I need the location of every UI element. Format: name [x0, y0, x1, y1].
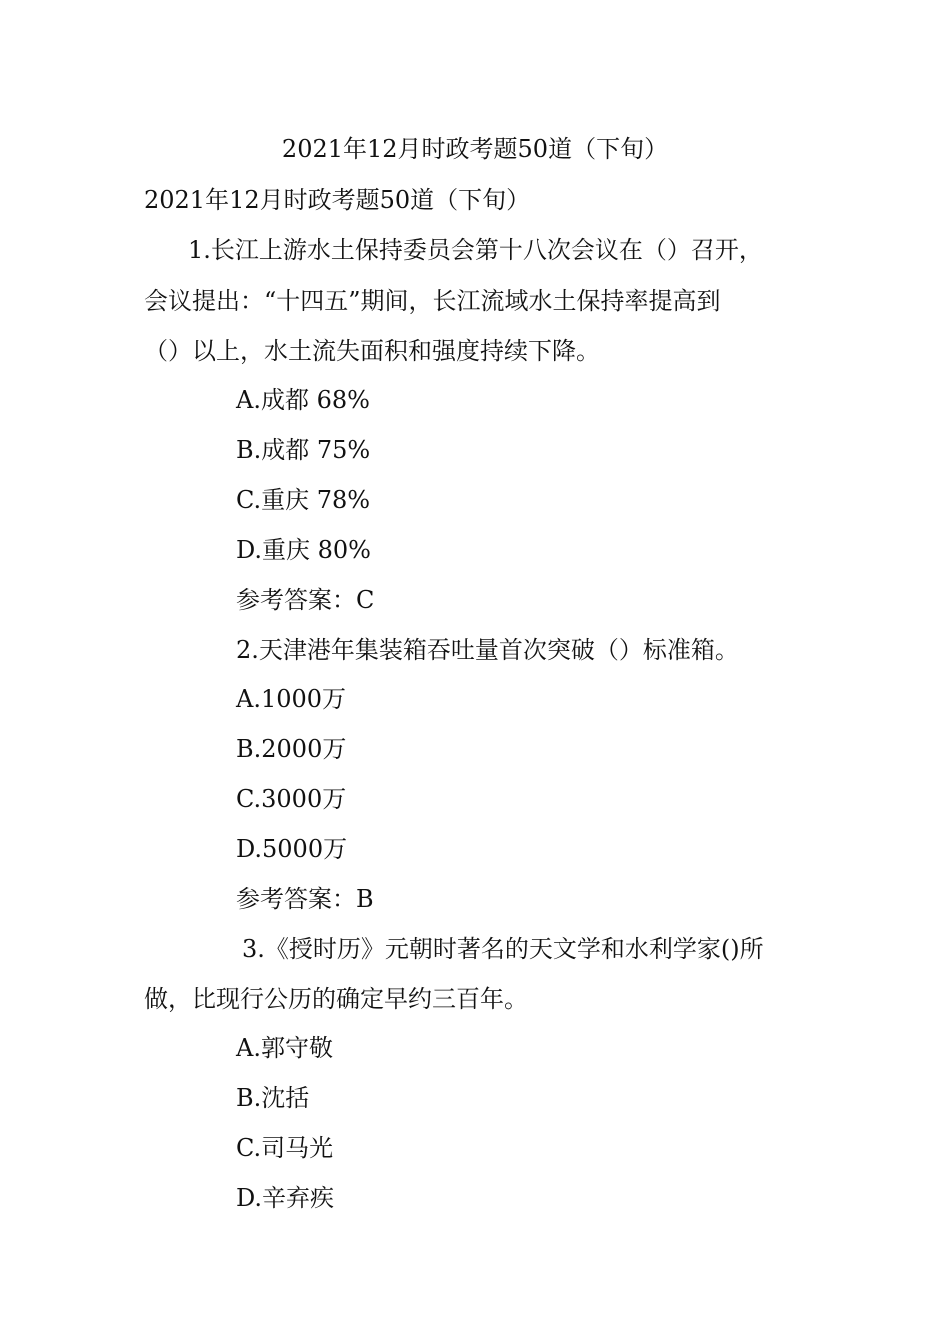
question-1-stem-line-2: 会议提出：“十四五”期间，长江流域水土保持率提高到	[144, 287, 721, 315]
question-1-stem-line-3: （）以上，水土流失面积和强度持续下降。	[144, 337, 600, 365]
question-3-stem-line-2: 做，比现行公历的确定早约三百年。	[144, 985, 528, 1013]
question-2-option-b: B.2000万	[236, 735, 347, 763]
page-title: 2021年12月时政考题50道（下旬）	[281, 135, 669, 163]
question-2-option-c: C.3000万	[236, 785, 347, 813]
page-subtitle: 2021年12月时政考题50道（下旬）	[144, 186, 531, 214]
question-1-answer: 参考答案：C	[236, 586, 375, 614]
question-1-option-c: C.重庆 78%	[236, 486, 371, 514]
question-2-answer: 参考答案：B	[236, 885, 374, 913]
question-3-option-d: D.辛弃疾	[236, 1184, 335, 1212]
question-3-option-c: C.司马光	[236, 1134, 334, 1162]
question-2-option-a: A.1000万	[236, 685, 347, 713]
question-1-option-d: D.重庆 80%	[236, 536, 371, 564]
question-3-option-a: A.郭守敬	[236, 1034, 333, 1062]
question-2-option-d: D.5000万	[236, 835, 348, 863]
question-2-stem-line-1: 2.天津港年集装箱吞吐量首次突破（）标准箱。	[236, 636, 739, 664]
question-1-option-a: A.成都 68%	[236, 386, 370, 414]
question-1-option-b: B.成都 75%	[236, 436, 371, 464]
question-3-stem-line-1: 3.《授时历》元朝时著名的天文学和水利学家()所	[242, 935, 764, 963]
question-1-stem-line-1: 1.长江上游水土保持委员会第十八次会议在（）召开，	[188, 236, 763, 264]
question-3-option-b: B.沈括	[236, 1084, 310, 1112]
